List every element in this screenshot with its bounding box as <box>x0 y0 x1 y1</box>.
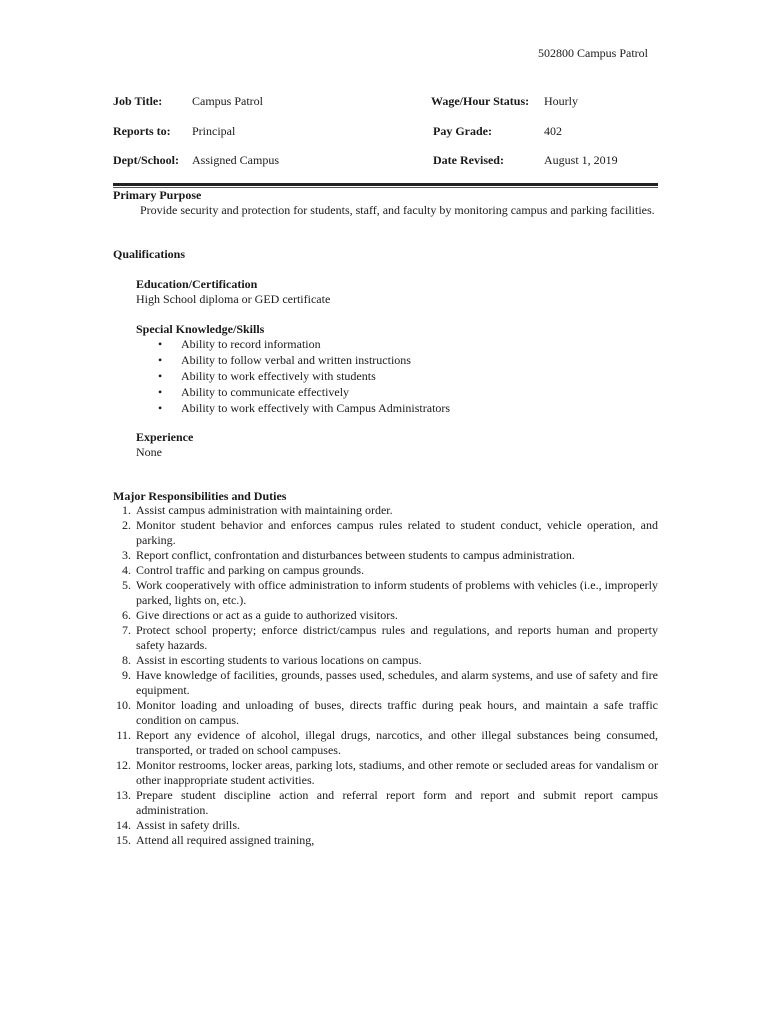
duty-item: 8. Assist in escorting students to various locations on campus. <box>122 653 422 667</box>
reports-to-value: Principal <box>192 124 236 138</box>
duty-item: 1. Assist campus administration with maintaining order. <box>122 503 393 517</box>
wage-hour-status-label: Wage/Hour Status: <box>431 94 530 108</box>
skills-heading: Special Knowledge/Skills <box>136 322 265 336</box>
duty-item: 2. Monitor student behavior and enforces campus rules related to student conduct, vehicle operation, and parking. <box>122 518 658 547</box>
skills-list <box>136 337 616 417</box>
document-code: 502800 Campus Patrol <box>538 46 648 60</box>
primary-purpose-text: Provide security and protection for students, staff, and faculty by monitoring campus and parking facilities. <box>140 203 655 217</box>
duty-item: 10. Monitor loading and unloading of buses, directs traffic during peak hours, and maintain a safe traffic condition on campus. <box>116 698 658 727</box>
skill-item: • Ability to work effectively with students <box>158 369 376 383</box>
wage-hour-status-value: Hourly <box>544 94 578 108</box>
duty-item: 4. Control traffic and parking on campus grounds. <box>122 563 365 577</box>
experience-text: None <box>136 445 162 459</box>
pay-grade-label: Pay Grade: <box>433 124 492 138</box>
skill-item: • Ability to work effectively with Campus Administrators <box>158 401 451 415</box>
pay-grade-value: 402 <box>544 124 562 138</box>
reports-to-label: Reports to: <box>113 124 171 138</box>
duty-item: 3. Report conflict, confrontation and disturbances between students to campus administration. <box>122 548 575 562</box>
date-revised-value: August 1, 2019 <box>544 153 618 167</box>
duties-list <box>113 503 658 848</box>
job-title-label: Job Title: <box>113 94 163 108</box>
duty-item: 15. Attend all required assigned training, <box>116 833 315 847</box>
duty-item: 9. Have knowledge of facilities, grounds, passes used, schedules, and alarm systems, and use of safety and fire equipment. <box>122 668 658 697</box>
dept-school-label: Dept/School: <box>113 153 179 167</box>
header-divider-thick <box>113 183 658 186</box>
dept-school-value: Assigned Campus <box>192 153 279 167</box>
date-revised-label: Date Revised: <box>433 153 504 167</box>
education-heading: Education/Certification <box>136 277 258 291</box>
skill-item: • Ability to communicate effectively <box>158 385 350 399</box>
bullet-icon: • <box>158 337 163 351</box>
bullet-icon: • <box>158 385 163 399</box>
duty-item: 6. Give directions or act as a guide to authorized visitors. <box>122 608 398 622</box>
primary-purpose-heading: Primary Purpose <box>113 188 202 202</box>
bullet-icon: • <box>158 369 163 383</box>
duty-item: 13. Prepare student discipline action and referral report form and report and submit report campus administration. <box>116 788 658 817</box>
skill-item: • Ability to record information <box>158 337 321 351</box>
skill-item: • Ability to follow verbal and written instructions <box>158 353 411 367</box>
duty-item: 7. Protect school property; enforce district/campus rules and regulations, and reports human and property safety hazards. <box>122 623 658 652</box>
duty-item: 5. Work cooperatively with office administration to inform students of problems with vehicles (i.e., improperly parked, lights on, etc.). <box>122 578 658 607</box>
duty-item: 14. Assist in safety drills. <box>116 818 240 832</box>
bullet-icon: • <box>158 401 163 415</box>
experience-heading: Experience <box>136 430 194 444</box>
qualifications-heading: Qualifications <box>113 247 186 261</box>
duties-heading: Major Responsibilities and Duties <box>113 489 287 503</box>
education-text: High School diploma or GED certificate <box>136 292 331 306</box>
job-title-value: Campus Patrol <box>192 94 263 108</box>
bullet-icon: • <box>158 353 163 367</box>
duty-item: 12. Monitor restrooms, locker areas, parking lots, stadiums, and other remote or secluded areas for vandalism or other inappropriate student activities. <box>116 758 658 787</box>
duty-item: 11. Report any evidence of alcohol, illegal drugs, narcotics, and other illegal substances being consumed, transported, or traded on school campuses. <box>116 728 658 757</box>
